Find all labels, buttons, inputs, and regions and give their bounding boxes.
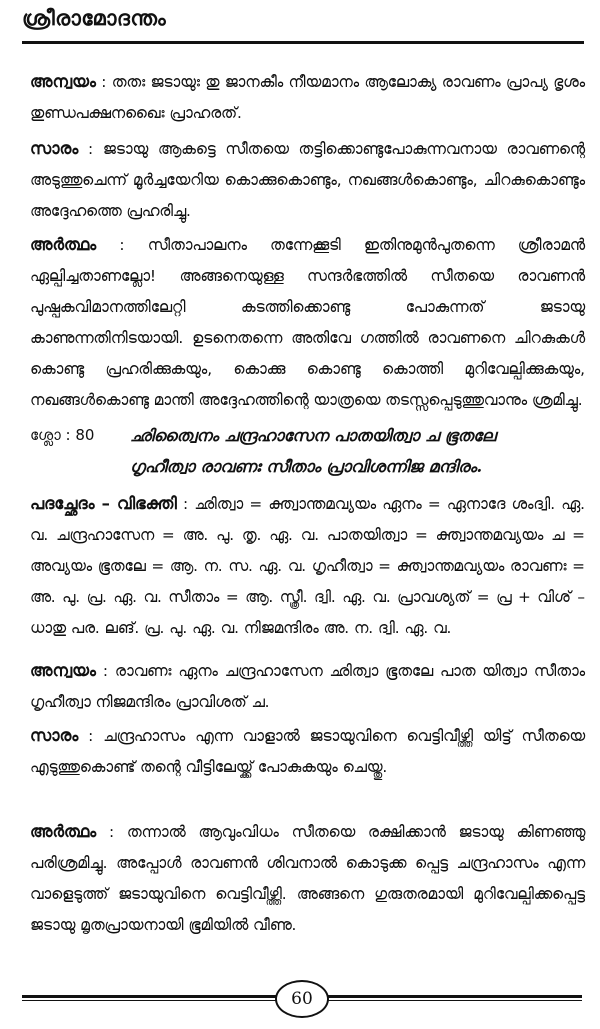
verse-block bbox=[30, 426, 585, 486]
paragraph-text: : തന്നാൽ ആവുംവിധം സീതയെ രക്ഷിക്കാൻ ജടായു കിണഞ്ഞു പരിശ്രമിച്ചു. അപ്പോൾ രാവണൻ ശിവനാൽ കൊടുക്ക പ്പെട്ട ചന്ദ്രഹാസം എന്ന വാളെടുത്ത് ജടായുവിനെ വെട്ടിവീഴ്ത്തി. അങ്ങനെ ഗുരുതരമായി മുറിവേല്പിക്കപ്പെട്ട ജടായു മൃതപ്രായനായി ഭൂമിയിൽ വീണു. bbox=[30, 823, 585, 934]
page-number bbox=[275, 980, 329, 1018]
paragraph-text: : തതഃ ജടായുഃ തു ജാനകീം നീയമാനം ആലോക്യ രാവണം പ്രാപ്യ ഭൃശം തുണ്ഡപക്ഷനഖൈഃ പ്രാഹരത്. bbox=[30, 73, 585, 122]
paragraph-anvayam-1 bbox=[30, 66, 585, 129]
paragraph-artham-1 bbox=[30, 229, 585, 416]
paragraph-anvayam-2 bbox=[30, 655, 585, 718]
paragraph-label: അന്വയം bbox=[30, 661, 96, 680]
paragraph-artham-2 bbox=[30, 816, 585, 941]
page-number-text: 60 bbox=[291, 989, 313, 1009]
paragraph-saram-2 bbox=[30, 720, 585, 783]
paragraph-label: സാരം bbox=[30, 726, 79, 745]
verse-number: ശ്ലോ : 80 bbox=[30, 426, 95, 444]
paragraph-padacchedam bbox=[30, 488, 585, 644]
paragraph-saram-1 bbox=[30, 133, 585, 227]
paragraph-label: അന്വയം bbox=[30, 72, 96, 91]
verse-line-2: ഗൃഹീത്വാ രാവണഃ സീതാം പ്രാവിശന്നിജ മന്ദിരം. bbox=[130, 457, 483, 476]
paragraph-label: സാരം bbox=[30, 139, 79, 158]
header-rule bbox=[22, 41, 584, 44]
paragraph-label: അർത്ഥം bbox=[30, 235, 97, 254]
paragraph-text: : ജടായു ആകട്ടെ സീതയെ തട്ടിക്കൊണ്ടുപോകുന്നവനായ രാവണന്റെ അടുത്തുചെന്ന് മൂർച്ചയേറിയ കൊക്കുകൊണ്ടും, നഖങ്ങൾകൊണ്ടും, ചിറകുകൊണ്ടും അദ്ദേഹത്തെ പ്രഹരിച്ചു. bbox=[30, 140, 585, 220]
paragraph-label: അർത്ഥം bbox=[30, 822, 97, 841]
running-head: ശ്രീരാമോദന്തം bbox=[22, 6, 167, 30]
paragraph-label: പദച്ഛേദം – വിഭക്തി bbox=[30, 494, 177, 513]
paragraph-text: : രാവണഃ ഏനം ചന്ദ്രഹാസേന ഛിത്വാ ഭൂതലേ പാത യിത്വാ സീതാം ഗൃഹീത്വാ നിജമന്ദിരം പ്രാവിശത് ച. bbox=[30, 662, 585, 711]
paragraph-text: : ചന്ദ്രഹാസം എന്ന വാളാൽ ജടായുവിനെ വെട്ടിവീഴ്ത്തി യിട്ട് സീതയെ എടുത്തുകൊണ്ട് തന്റെ വീട്ടിലേയ്ക്ക് പോകുകയും ചെയ്തു. bbox=[30, 727, 585, 776]
verse-line-1: ഛിത്വൈനം ചന്ദ്രഹാസേന പാതയിത്വാ ച ഭൂതലേ bbox=[130, 426, 496, 445]
paragraph-text: : ഛിത്വാ = ക്ത്വാന്തമവ്യയം ഏനം = ഏനാദേ ശംദ്വി. ഏ. വ. ചന്ദ്രഹാസേന = അ. പു. തൃ. ഏ. വ. പാതയിത്വാ = ക്ത്വാന്തമവ്യയം ച = അവ്യയം ഭൂതലേ = ആ. ന. സ. ഏ. വ. ഗൃഹീത്വാ = ക്ത്വാന്തമവ്യയം രാവണഃ = അ. പു. പ്ര. ഏ. വ. സീതാം = ആ. സ്ത്രീ. ദ്വി. ഏ. വ. പ്രാവശ്യത് = പ്ര + വിശ് – ധാതു പര. ലങ്. പ്ര. പു. ഏ. വ. നിജമന്ദിരം അ. ന. ദ്വി. ഏ. വ. bbox=[30, 495, 585, 637]
paragraph-text: : സീതാപാലനം തന്നേക്കൂടി ഇതിനുമുൻപുതന്നെ ശ്രീരാമൻ ഏല്പിച്ചതാണല്ലോ! അങ്ങനെയുള്ള സന്ദർഭത്തിൽ സീതയെ രാവണൻ പുഷ്പകവിമാനത്തിലേറ്റി കടത്തിക്കൊണ്ടു പോകുന്നത് ജടായു കാണുന്നതിനിടയായി. ഉടനെതന്നെ അതിവേ ഗത്തിൽ രാവണനെ ചിറകുകൾ കൊണ്ടു പ്രഹരിക്കുകയും, കൊക്കു കൊണ്ടു കൊത്തി മുറിവേല്പിക്കുകയും, നഖങ്ങൾകൊണ്ടു മാന്തി അദ്ദേഹത്തിന്റെ യാത്രയെ തടസ്സപ്പെടുത്തുവാനും ശ്രമിച്ചു. bbox=[30, 236, 585, 409]
